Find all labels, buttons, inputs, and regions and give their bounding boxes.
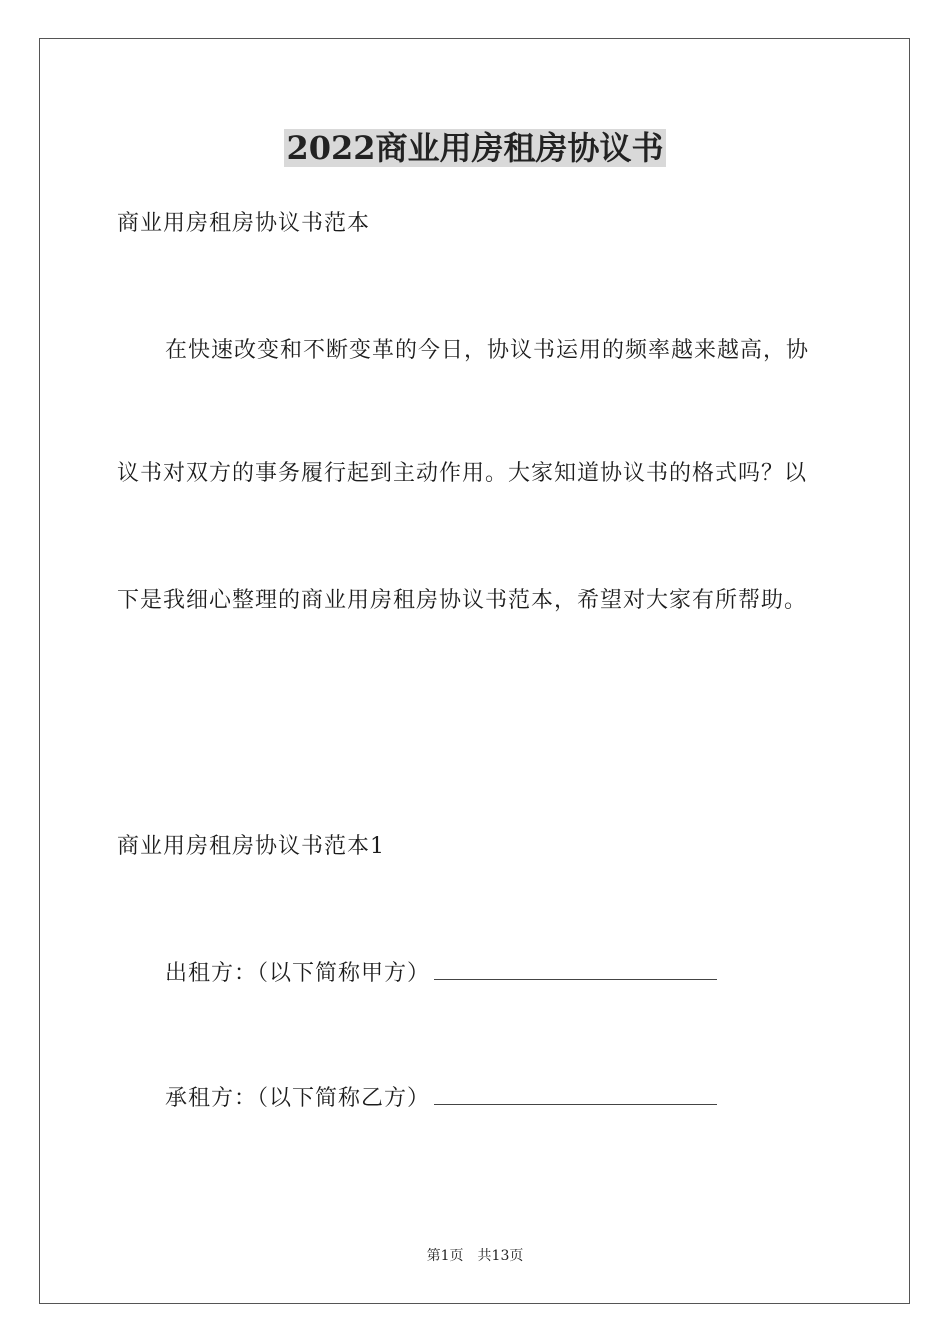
lessee-blank-line	[434, 1082, 717, 1105]
lessor-label: 出租方：（以下简称甲方）	[165, 961, 431, 986]
lessor-row	[165, 957, 717, 989]
lessee-row	[165, 1082, 717, 1114]
intro-line-3: 下是我细心整理的商业用房租房协议书范本，希望对大家有所帮助。	[117, 588, 808, 613]
document-title	[0, 128, 950, 168]
lessor-blank-line	[434, 957, 717, 980]
page-total: 共13页	[477, 1248, 524, 1264]
section-title: 商业用房租房协议书范本1	[117, 834, 385, 859]
intro-line-2: 议书对双方的事务履行起到主动作用。大家知道协议书的格式吗？以	[117, 461, 808, 486]
page-current: 第1页	[426, 1248, 464, 1264]
document-title-text: 2022商业用房租房协议书	[286, 129, 664, 167]
lessee-label: 承租方：（以下简称乙方）	[165, 1086, 431, 1111]
page-footer	[0, 1247, 950, 1265]
intro-line-1: 在快速改变和不断变革的今日，协议书运用的频率越来越高，协	[165, 338, 810, 363]
document-subtitle: 商业用房租房协议书范本	[117, 211, 371, 236]
